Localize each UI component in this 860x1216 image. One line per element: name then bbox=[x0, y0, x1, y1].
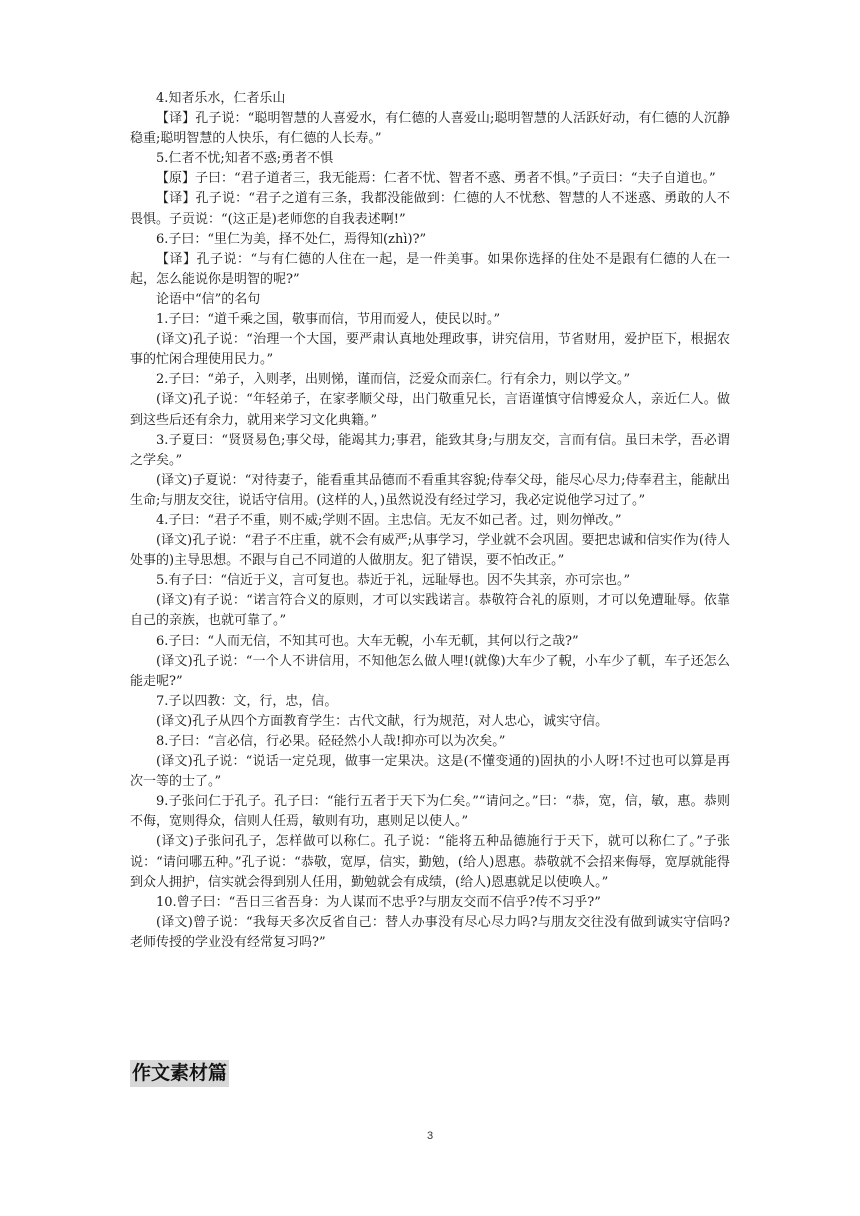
paragraph: (译文)孔子说：“一个人不讲信用，不知他怎么做人哩!(就像)大车少了輗，小车少了軏，车子还怎么能走呢?” bbox=[130, 653, 730, 689]
paragraph: 8.子曰：“言必信，行必果。硁硁然小人哉!抑亦可以为次矣。” bbox=[156, 734, 506, 749]
body-text bbox=[130, 89, 730, 953]
paragraph: 1.子曰：“道千乘之国，敬事而信，节用而爱人，使民以时。” bbox=[156, 312, 501, 328]
paragraph: 7.子以四教：文，行，忠，信。 bbox=[156, 693, 338, 709]
paragraph: 4.子曰：“君子不重，则不威;学则不固。主忠信。无友不如己者。过，则勿惮改。” bbox=[156, 512, 622, 528]
paragraph: 【译】孔子说：“聪明智慧的人喜爱水，有仁德的人喜爱山;聪明智慧的人活跃好动，有仁德的人沉静稳重;聪明智慧的人快乐，有仁德的人长寿。” bbox=[130, 111, 730, 147]
paragraph: 2.子曰：“弟子，入则孝，出则悌，谨而信，泛爱众而亲仁。行有余力，则以学文。” bbox=[156, 372, 631, 388]
paragraph: (译文)有子说：“诺言符合义的原则，才可以实践诺言。恭敬符合礼的原则，才可以免遭耻辱。依靠自己的亲族，也就可靠了。” bbox=[130, 593, 730, 629]
paragraph: 【译】孔子说：“君子之道有三条，我都没能做到：仁德的人不忧愁、智慧的人不迷惑、勇敢的人不畏惧。子贡说：“(这正是)老师您的自我表述啊!” bbox=[130, 191, 730, 227]
paragraph: (译文)孔子从四个方面教育学生：古代文献，行为规范，对人忠心，诚实守信。 bbox=[156, 713, 609, 729]
paragraph: 4.知者乐水，仁者乐山 bbox=[156, 91, 286, 106]
paragraph: 6.子曰：“人而无信，不知其可也。大车无輗，小车无軏，其何以行之哉?” bbox=[156, 633, 579, 649]
paragraph: (译文)孔子说：“君子不庄重，就不会有威严;从事学习，学业就不会巩固。要把忠诚和信实作为(待人处事的)主导思想。不跟与自己不同道的人做朋友。犯了错误，要不怕改正。” bbox=[130, 533, 730, 569]
paragraph: 5.有子曰：“信近于义，言可复也。恭近于礼，远耻辱也。因不失其亲，亦可宗也。” bbox=[156, 573, 631, 589]
section-title: 作文素材篇 bbox=[130, 1060, 229, 1087]
paragraph: (译文)孔子说：“说话一定兑现，做事一定果决。这是(不懂变通的)固执的小人呀!不过也可以算是再次一等的士了。” bbox=[130, 754, 730, 790]
paragraph: 【译】孔子说：“与有仁德的人住在一起，是一件美事。如果你选择的住处不是跟有仁德的人在一起，怎么能说你是明智的呢?” bbox=[130, 251, 730, 287]
paragraph: (译文)孔子说：“年轻弟子，在家孝顺父母，出门敬重兄长，言语谨慎守信博爱众人，亲近仁人。做到这些后还有余力，就用来学习文化典籍。” bbox=[130, 392, 730, 428]
paragraph: (译文)孔子说：“治理一个大国，要严肃认真地处理政事，讲究信用，节省财用，爱护臣下，根据农事的忙闲合理使用民力。” bbox=[130, 332, 730, 368]
paragraph: 10.曾子曰：“吾日三省吾身：为人谋而不忠乎?与朋友交而不信乎?传不习乎?” bbox=[156, 894, 601, 910]
subheading: 论语中“信”的名句 bbox=[156, 291, 261, 307]
page-number: 3 bbox=[426, 1130, 434, 1142]
paragraph: 9.子张问仁于孔子。孔子曰：“能行五者于天下为仁矣。”“请问之。”曰：“恭，宽，信，敏，惠。恭则不侮，宽则得众，信则人任焉，敏则有功，惠则足以使人。” bbox=[130, 794, 730, 830]
paragraph: (译文)子张问孔子，怎样做可以称仁。孔子说：“能将五种品德施行于天下，就可以称仁了。”子张说：“请问哪五种。”孔子说：“恭敬，宽厚，信实，勤勉，(给人)恩惠。恭敬就不会招来侮辱，宽厚就能得到众人拥护，信实就会得到别人任用，勤勉就会有成绩，(给人)恩惠就足以使唤人。” bbox=[130, 834, 730, 890]
paragraph: 【原】子曰：“君子道者三，我无能焉：仁者不忧、智者不惑、勇者不惧。”子贡曰：“夫子自道也。” bbox=[156, 171, 716, 187]
paragraph: (译文)曾子说：“我每天多次反省自己：替人办事没有尽心尽力吗?与朋友交往没有做到诚实守信吗?老师传授的学业没有经常复习吗?” bbox=[130, 914, 730, 950]
paragraph: 5.仁者不忧;知者不惑;勇者不惧 bbox=[156, 151, 334, 167]
paragraph: 3.子夏曰：“贤贤易色;事父母，能竭其力;事君，能致其身;与朋友交，言而有信。虽曰未学，吾必谓之学矣。” bbox=[130, 432, 730, 468]
paragraph: (译文)子夏说：“对待妻子，能看重其品德而不看重其容貌;侍奉父母，能尽心尽力;侍奉君主，能献出生命;与朋友交往，说话守信用。(这样的人，)虽然说没有经过学习，我必定说他学习过了。” bbox=[130, 472, 730, 508]
paragraph: 6.子曰：“里仁为美，择不处仁，焉得知(zhì)?” bbox=[156, 231, 427, 247]
